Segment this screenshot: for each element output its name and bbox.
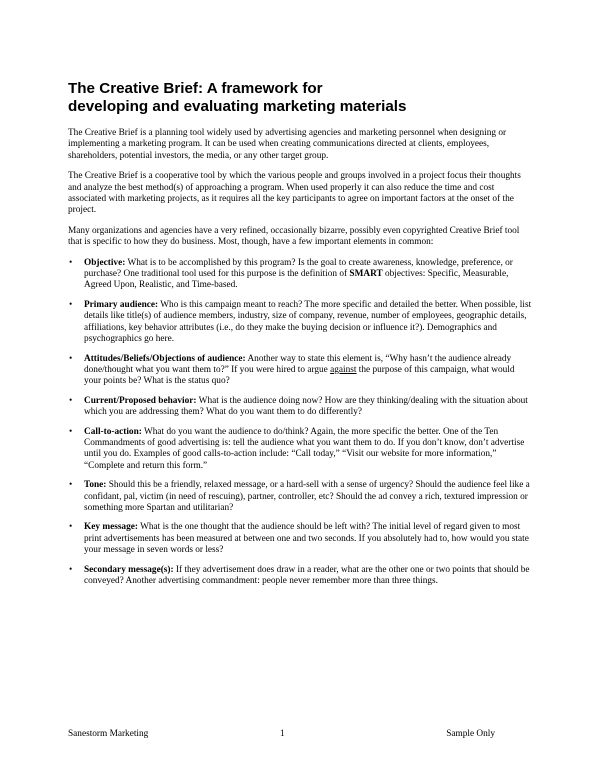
list-item-primary-audience xyxy=(68,300,533,346)
title-line-2: developing and evaluating marketing materials xyxy=(68,98,407,115)
bullet-icon: • xyxy=(69,395,73,406)
item-text: What is the one thought that the audience should be left with? The initial level of regard given to most print advertisements has been measured at between one and two seconds. If you absolutely had to, how would you state your message in seven words or less? xyxy=(84,522,529,556)
list-item-call-to-action xyxy=(68,427,533,473)
item-label: Tone: xyxy=(84,480,107,491)
footer-company: Sanestorm Marketing xyxy=(68,729,149,739)
item-label: Current/Proposed behavior: xyxy=(84,395,197,406)
item-text: What do you want the audience to do/think? Again, the more specific the better. One of the Ten Commandments of good advertising is: tell the audience what you want them to do. If you don’t know, don’t advertise until you do. Examples of good calls-to-action include: “Call today,” “Visit our website for more information,” “Complete and return this form.” xyxy=(84,426,525,471)
item-label: Key message: xyxy=(84,522,138,533)
item-text: What is the audience doing now? How are they thinking/dealing with the situation about which you are addressing them? What do you want them to do differently? xyxy=(84,395,528,418)
intro-paragraph: The Creative Brief is a planning tool widely used by advertising agencies and marketing personnel when designing or implementing a marketing program. It can be used when creating communications directed at clients, employees, shareholders, potential investors, the media, or any other target group. xyxy=(68,128,507,161)
cooperative-tool-paragraph: The Creative Brief is a cooperative tool by which the various people and groups involved in a project focus their thoughts and analyze the best method(s) of approaching a program. When used properly it can also reduce the time and cost associated with marketing projects, as it requires all the key participants to agree on important factors at the onset of the project. xyxy=(68,171,521,216)
footer-note: Sample Only xyxy=(446,729,495,739)
brief-elements-list xyxy=(68,258,533,588)
item-emphasis: SMART xyxy=(349,269,383,280)
list-item-objective xyxy=(68,258,533,292)
item-text: Another way to state this element is, “Why hasn’t the audience already done/thought what you want them to?” If you were hired to argue xyxy=(84,353,512,375)
list-item-key-message xyxy=(68,522,533,556)
bullet-icon: • xyxy=(69,480,73,491)
item-text: Should this be a friendly, relaxed message, or a hard-sell with a sense of urgency? Should the audience feel like a confidant, pal, victim (in need of rescuing), partner, controller, etc? Should the ad convey a rich, textured impression or something more Spartan and utilitarian? xyxy=(84,480,530,513)
list-item-secondary-message xyxy=(68,565,533,588)
item-label: Attitudes/Beliefs/Objections of audience: xyxy=(84,353,246,364)
bullet-icon: • xyxy=(69,353,73,364)
item-text: the purpose of this campaign, what would your points be? What is the status quo? xyxy=(84,364,515,387)
title-line-1: The Creative Brief: A framework for xyxy=(68,80,323,97)
item-text: objectives: Specific, Measurable, Agreed Upon, Realistic, and Time-based. xyxy=(84,269,509,291)
list-item-tone xyxy=(68,480,533,514)
list-item-behavior xyxy=(68,396,533,419)
footer-page-number: 1 xyxy=(280,729,285,739)
list-item-attitudes xyxy=(68,354,533,388)
common-elements-paragraph: Many organizations and agencies have a very refined, occasionally bizarre, possibly even copyrighted Creative Brief tool that is specific to how they do business. Most, though, have a few important elements in common: xyxy=(68,225,520,248)
item-text: What is to be accomplished by this program? Is the goal to create awareness, knowledge, preference, or purchase? One traditional tool used for this purpose is the definition of xyxy=(84,257,513,280)
item-label: Secondary message(s): xyxy=(84,564,174,575)
item-text: Who is this campaign meant to reach? The more specific and detailed the better. When possible, list details like title(s) of audience members, industry, size of company, revenue, number of employees, geographic details, affiliations, key behavior attributes (i.e., do they make the buying decision or influence it?). Demographics and psychographics go here. xyxy=(84,299,532,345)
item-text: If they advertisement does draw in a reader, what are the other one or two points that should be conveyed? Another advertising commandment: people never remember more than three things. xyxy=(84,564,530,586)
bullet-icon: • xyxy=(69,426,73,437)
bullet-icon: • xyxy=(69,522,73,533)
document-title xyxy=(68,80,533,116)
document-page xyxy=(68,80,533,595)
item-label: Primary audience: xyxy=(84,299,159,310)
item-label: Objective: xyxy=(84,257,126,268)
bullet-icon: • xyxy=(69,299,73,310)
bullet-icon: • xyxy=(69,257,73,268)
item-underlined: against xyxy=(330,364,357,375)
bullet-icon: • xyxy=(69,564,73,575)
item-label: Call-to-action: xyxy=(84,426,142,437)
